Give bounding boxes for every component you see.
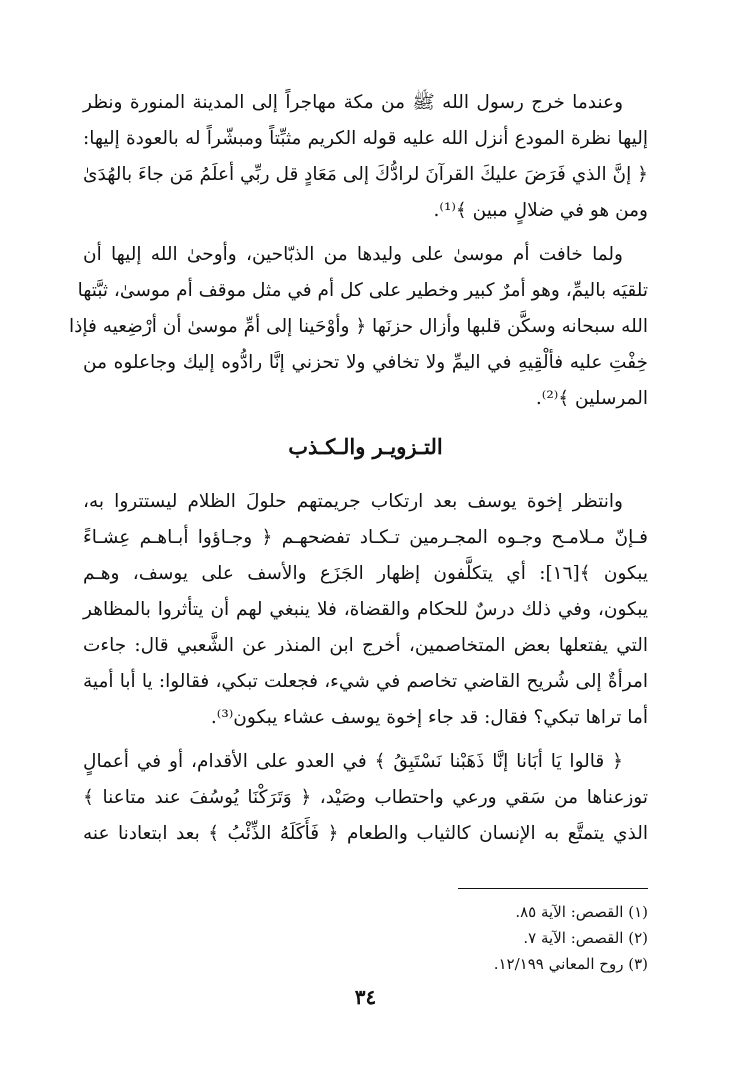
text-line: أما تراها تبكي؟ فقال: قد جاء إخوة يوسف عشاء يبكون⁽³⁾. [210,707,648,728]
page-number: ٣٤ [354,985,377,1009]
text-line: يبكون ﴾[١٦]: أي يتكلَّفون إظهار الجَزَع والأسف على يوسف، وهـم [83,563,648,584]
text-line: المرسلين ﴾⁽²⁾. [535,388,648,409]
text-line: امرأةٌ إلى شُريح القاضي تخاصم في شيء، فجعلت تبكي، فقالوا: يا أبا أمية [83,671,648,692]
text-line: توزعناها من سَقي ورعي واحتطاب وصَيْد، ﴿ وَتَرَكْنَا يُوسُفَ عند متاعنا ﴾ [83,787,648,808]
text-line: الله سبحانه وسكَّن قلبها وأزال حزنَها ﴿ وأوْحَينا إلى أمِّ موسىٰ أن أرْضِعيه فإذا [68,316,648,337]
text-line: إليها نظرة المودع أنزل الله عليه قوله الكريم مثبِّتاً ومبشّراً له بالعودة إليها: [83,128,648,149]
section-heading: التـزويـر والـكـذب [288,434,443,459]
footnote-divider [458,888,648,889]
text-line: ولما خافت أم موسىٰ على وليدها من الذبّاحين، وأوحىٰ الله إليها أن [83,244,623,265]
text-line: الذي يتمتَّع به الإنسان كالثياب والطعام ﴿ فَأَكَلَهُ الذِّئْبُ ﴾ بعد ابتعادنا عنه [83,823,648,844]
text-line: خِفْتِ عليه فألْقِيهِ في اليمِّ ولا تخافي ولا تحزني إنَّا رادُّوه إليك وجاعلوه من [83,352,648,373]
text-line: التي يفتعلها بعض المتخاصمين، أخرج ابن المنذر عن الشَّعبي قال: جاءت [83,635,648,656]
text-line: تلقيَه باليمِّ، وهو أمرٌ كبير وخطير على كل أم في مثل موقف أم موسىٰ، ثبَّتها [77,280,648,301]
text-line: وانتظر إخوة يوسف بعد ارتكاب جريمتهم حلولَ الظلام ليستتروا به، [83,491,623,512]
text-line: ﴿ قالوا يَا أبَانا إنَّا ذَهَبْنا نَسْتَبِقُ ﴾ في العدو على الأقدام، أو في أعمالٍ [83,751,623,772]
text-line: ومن هو في ضلالٍ مبين ﴾⁽¹⁾. [433,200,648,221]
text-line: يبكون، وفي ذلك درسٌ للحكام والقضاة، فلا ينبغي لهم أن يتأثروا بالمظاهر [83,599,648,620]
footnote: (٣) روح المعاني ١٢/١٩٩. [493,955,648,973]
footnote: (٢) القصص: الآية ٧. [523,929,648,947]
footnote: (١) القصص: الآية ٨٥. [515,903,648,921]
text-line: ﴿ إنَّ الذي فَرَضَ عليكَ القرآنَ لرادُّكَ إلى مَعَادٍ قل ربِّي أعلَمُ مَن جاءَ بالهُدَىٰ [83,164,648,185]
text-line: فـإنّ مـلامـح وجـوه المجـرمين تـكـاد تفضحهـم ﴿ وجـاؤوا أبـاهـم عِشـاءً [83,527,648,548]
text-line: وعندما خرج رسول الله ﷺ من مكة مهاجراً إلى المدينة المنورة ونظر [83,92,623,113]
